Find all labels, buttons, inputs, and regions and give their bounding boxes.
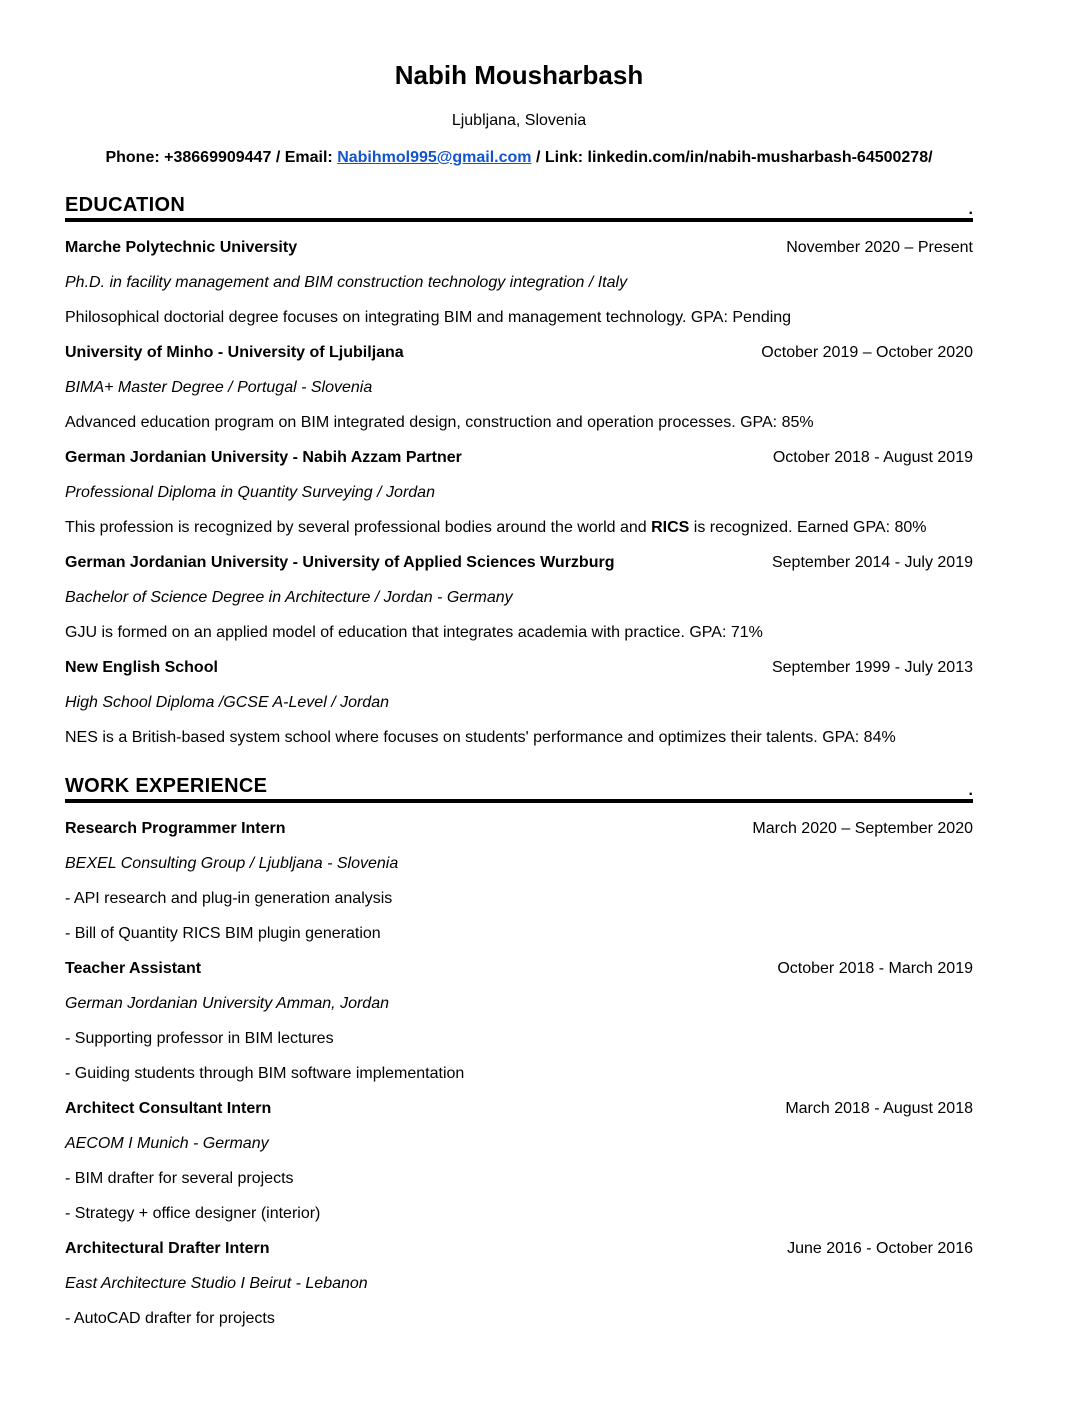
contact-separator: / bbox=[275, 149, 281, 166]
work-experience-heading bbox=[65, 774, 973, 803]
entry-subtitle: High School Diploma /GCSE A-Level / Jordan bbox=[65, 694, 389, 711]
education-entry bbox=[65, 552, 973, 644]
entry-date-range: November 2020 – Present bbox=[786, 239, 973, 256]
education-entry-list bbox=[65, 237, 973, 749]
work-entry-list bbox=[65, 818, 973, 1330]
entry-bullet: - Bill of Quantity RICS BIM plugin generation bbox=[65, 925, 381, 942]
education-heading-end-mark: . bbox=[968, 201, 973, 218]
education-heading bbox=[65, 193, 973, 222]
entry-description bbox=[65, 727, 973, 749]
education-entry bbox=[65, 237, 973, 329]
entry-bullet-list bbox=[65, 1168, 973, 1225]
entry-bullet-list bbox=[65, 1308, 973, 1330]
entry-subtitle: BIMA+ Master Degree / Portugal - Slovenia bbox=[65, 379, 373, 396]
entry-header-row bbox=[65, 818, 973, 840]
entry-title: Teacher Assistant bbox=[65, 960, 202, 977]
education-heading-label: EDUCATION bbox=[65, 194, 186, 216]
entry-title: Architect Consultant Intern bbox=[65, 1100, 272, 1117]
page-title: Nabih Mousharbash bbox=[394, 60, 644, 90]
entry-subtitle: East Architecture Studio I Beirut - Lebanon bbox=[65, 1275, 368, 1292]
entry-bullet: - BIM drafter for several projects bbox=[65, 1170, 294, 1187]
entry-bullet-list bbox=[65, 1028, 973, 1085]
entry-subtitle: BEXEL Consulting Group / Ljubljana - Slovenia bbox=[65, 855, 399, 872]
entry-bullet: - Guiding students through BIM software implementation bbox=[65, 1065, 465, 1082]
work-entry bbox=[65, 818, 973, 945]
description-segment: This profession is recognized by several professional bodies around the world and bbox=[65, 519, 652, 536]
entry-header-row bbox=[65, 657, 973, 679]
education-entry bbox=[65, 447, 973, 539]
entry-date-range: October 2018 - March 2019 bbox=[777, 960, 973, 977]
entry-title: German Jordanian University - Nabih Azzam Partner bbox=[65, 449, 462, 466]
entry-header-row bbox=[65, 1238, 973, 1260]
entry-subtitle: Bachelor of Science Degree in Architecture / Jordan - Germany bbox=[65, 589, 513, 606]
contact-separator: / bbox=[535, 149, 541, 166]
work-experience-heading-label: WORK EXPERIENCE bbox=[65, 775, 268, 797]
entry-date-range: June 2016 - October 2016 bbox=[787, 1240, 973, 1257]
education-entry bbox=[65, 342, 973, 434]
entry-bullet: - AutoCAD drafter for projects bbox=[65, 1310, 275, 1327]
description-segment: GJU is formed on an applied model of education that integrates academia with practice. GPA: 71% bbox=[65, 624, 763, 641]
phone-label: Phone: bbox=[105, 149, 160, 166]
email-link[interactable]: Nabihmol995@gmail.com bbox=[337, 149, 532, 166]
work-heading-end-mark: . bbox=[968, 782, 973, 799]
location-text: Ljubljana, Slovenia bbox=[451, 112, 587, 129]
entry-subtitle: German Jordanian University Amman, Jordan bbox=[65, 995, 389, 1012]
entry-title: Architectural Drafter Intern bbox=[65, 1240, 270, 1257]
entry-header-row bbox=[65, 447, 973, 469]
entry-subtitle: Ph.D. in facility management and BIM construction technology integration / Italy bbox=[65, 274, 628, 291]
entry-bullet-list bbox=[65, 888, 973, 945]
entry-date-range: September 1999 - July 2013 bbox=[771, 659, 973, 676]
entry-date-range: October 2018 - August 2019 bbox=[772, 449, 973, 466]
education-section bbox=[65, 193, 973, 749]
linkedin-url: linkedin.com/in/nabih-musharbash-64500278/ bbox=[587, 149, 933, 166]
entry-bullet: - Strategy + office designer (interior) bbox=[65, 1205, 321, 1222]
entry-date-range: October 2019 – October 2020 bbox=[761, 344, 973, 361]
entry-bullet: - Supporting professor in BIM lectures bbox=[65, 1030, 334, 1047]
entry-title: German Jordanian University - University of Applied Sciences Wurzburg bbox=[65, 554, 615, 571]
entry-header-row bbox=[65, 552, 973, 574]
entry-description bbox=[65, 412, 973, 434]
description-segment: NES is a British-based system school where focuses on students' performance and optimizes their talents. GPA: 84% bbox=[65, 729, 896, 746]
entry-date-range: March 2020 – September 2020 bbox=[752, 820, 973, 837]
work-entry bbox=[65, 958, 973, 1085]
entry-title: New English School bbox=[65, 659, 218, 676]
description-segment: RICS bbox=[651, 519, 690, 536]
description-segment: is recognized. Earned GPA: 80% bbox=[689, 519, 927, 536]
email-label: Email: bbox=[284, 149, 333, 166]
entry-description bbox=[65, 517, 973, 539]
entry-title: Marche Polytechnic University bbox=[65, 239, 298, 256]
entry-bullet: - API research and plug-in generation analysis bbox=[65, 890, 393, 907]
entry-subtitle: AECOM I Munich - Germany bbox=[65, 1135, 269, 1152]
work-entry bbox=[65, 1238, 973, 1330]
entry-title: Research Programmer Intern bbox=[65, 820, 286, 837]
description-segment: Philosophical doctorial degree focuses on integrating BIM and management technology. GPA: Pending bbox=[65, 309, 792, 326]
contact-line bbox=[65, 148, 973, 168]
work-experience-section bbox=[65, 774, 973, 1330]
entry-title: University of Minho - University of Ljubiljana bbox=[65, 344, 404, 361]
link-label: Link: bbox=[544, 149, 584, 166]
description-segment: Advanced education program on BIM integrated design, construction and operation processes. GPA: 85% bbox=[65, 414, 814, 431]
phone-value: +38669909447 bbox=[164, 149, 272, 166]
entry-date-range: September 2014 - July 2019 bbox=[771, 554, 973, 571]
entry-header-row bbox=[65, 342, 973, 364]
entry-date-range: March 2018 - August 2018 bbox=[785, 1100, 973, 1117]
entry-description bbox=[65, 307, 973, 329]
education-entry bbox=[65, 657, 973, 749]
entry-header-row bbox=[65, 1098, 973, 1120]
work-entry bbox=[65, 1098, 973, 1225]
entry-subtitle: Professional Diploma in Quantity Surveying / Jordan bbox=[65, 484, 435, 501]
entry-header-row bbox=[65, 237, 973, 259]
entry-description bbox=[65, 622, 973, 644]
entry-header-row bbox=[65, 958, 973, 980]
